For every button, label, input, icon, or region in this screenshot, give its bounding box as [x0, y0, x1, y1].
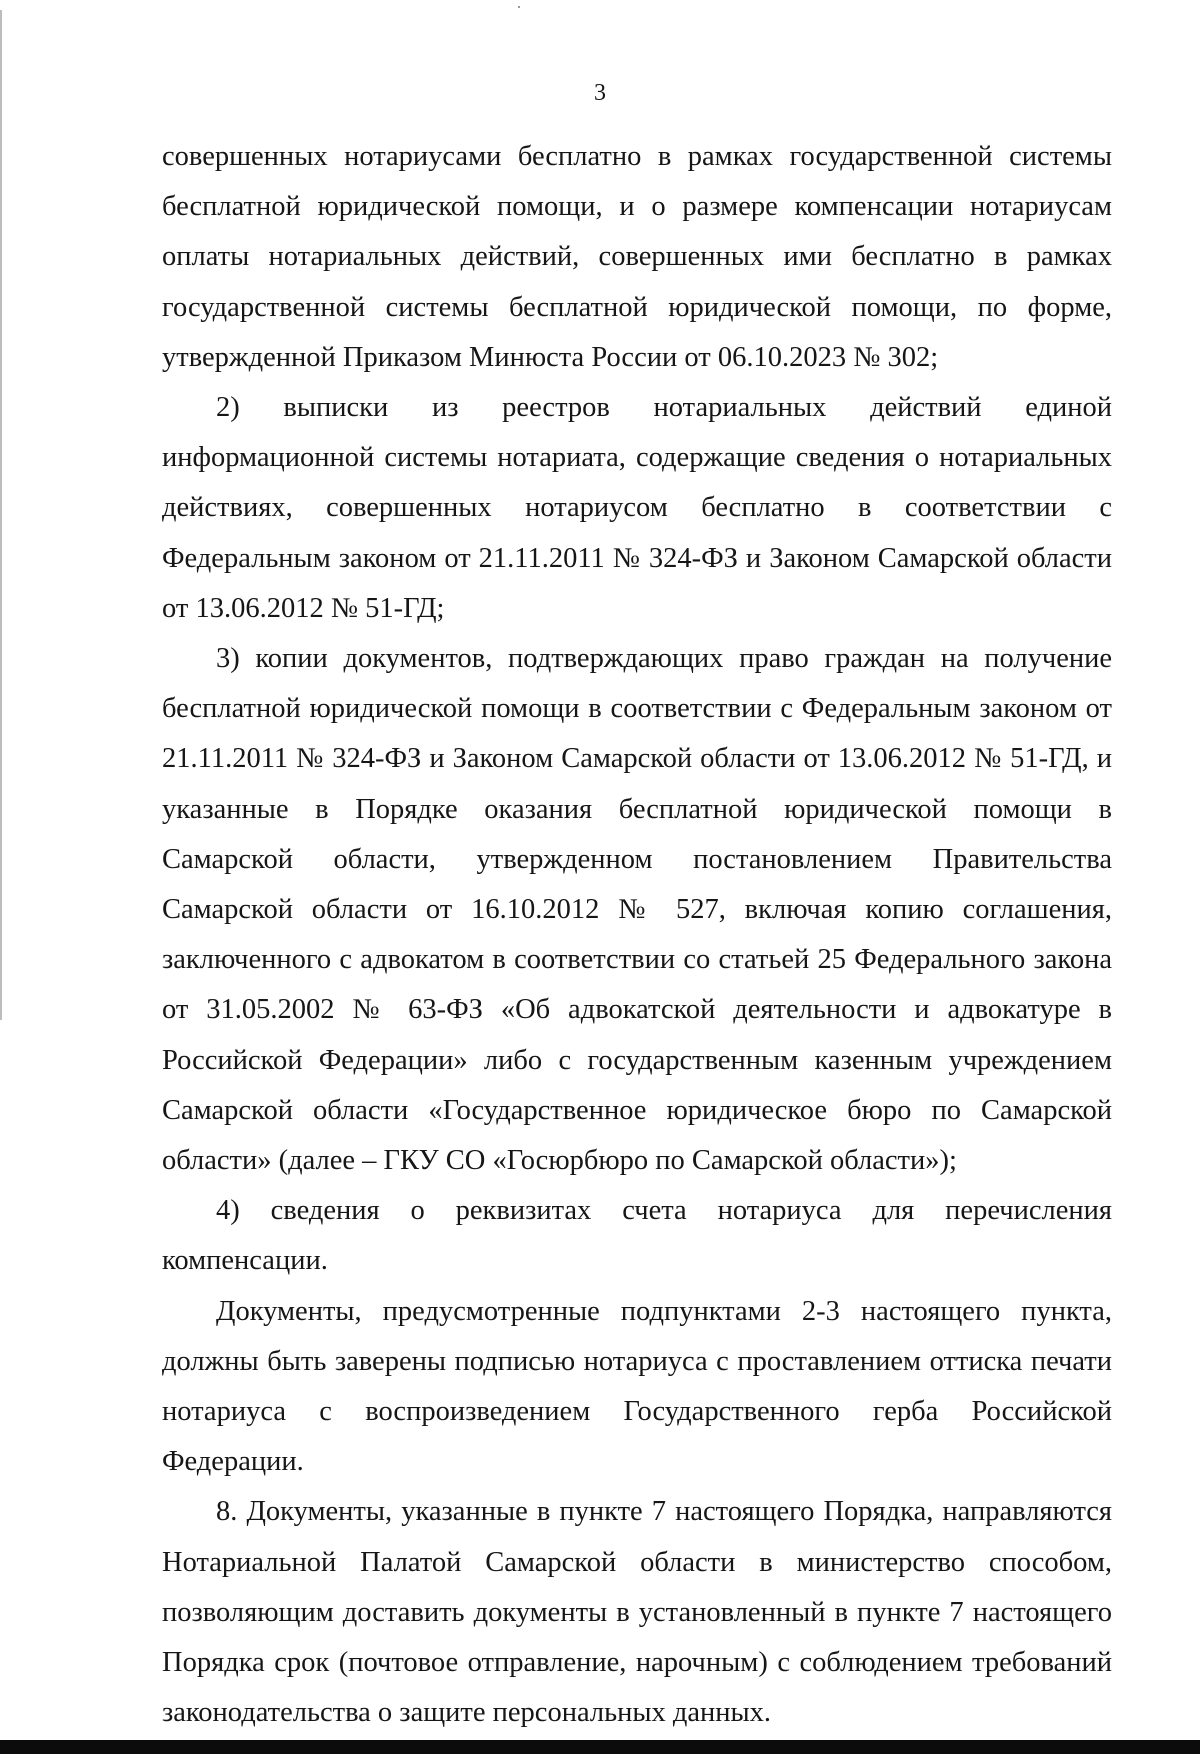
- paragraph-continuation: совершенных нотариусами бесплатно в рамках государственной системы бесплатной юридической помощи, и о размере компенсации нотариусам оплаты нотариальных действий, совершенных ими бесплатно в рамках государственной системы бесплатной юридической помощи, по форме, утвержденной Приказом Минюста России от 06.10.2023 № 302;: [162, 141, 1112, 373]
- scan-left-edge: [0, 10, 2, 1020]
- paragraph-item-3: 3) копии документов, подтверждающих право граждан на получение бесплатной юридической помощи в соответствии с Федеральным законом от 21.11.2011 № 324-ФЗ и Законом Самарской области от 13.06.2012 № 51-ГД, и указанные в Порядке оказания бесплатной юридической помощи в Самарской области, утвержденном постановлением Правительства Самарской области от 16.10.2012 № 527, включая копию соглашения, заключенного с адвокатом в соответствии со статьей 25 Федерального закона от 31.05.2002 № 63-ФЗ «Об адвокатской деятельности и адвокатуре в Российской Федерации» либо с государственным казенным учреждением Самарской области «Государственное юридическое бюро по Самарской области» (далее – ГКУ СО «Госюрбюро по Самарской области»);: [162, 643, 1112, 1177]
- scan-bottom-edge: [0, 1740, 1200, 1754]
- paragraph-item-4: 4) сведения о реквизитах счета нотариуса для перечисления компенсации.: [162, 1195, 1112, 1277]
- page-number: 3: [594, 80, 606, 106]
- document-body: [162, 132, 1112, 1739]
- paragraph-item-2: 2) выписки из реестров нотариальных действий единой информационной системы нотариата, содержащие сведения о нотариальных действиях, совершенных нотариусом бесплатно в соответствии с Федеральным законом от 21.11.2011 № 324-ФЗ и Законом Самарской области от 13.06.2012 № 51-ГД;: [162, 392, 1112, 624]
- paragraph-certification: Документы, предусмотренные подпунктами 2-3 настоящего пункта, должны быть заверены подписью нотариуса с проставлением оттиска печати нотариуса с воспроизведением Государственного герба Российской Федерации.: [162, 1295, 1112, 1478]
- scan-speck: [518, 6, 520, 8]
- paragraph-point-8: 8. Документы, указанные в пункте 7 настоящего Порядка, направляются Нотариальной Палатой Самарской области в министерство способом, позволяющим доставить документы в установленный в пункте 7 настоящего Порядка срок (почтовое отправление, нарочным) с соблюдением требований законодательства о защите персональных данных.: [162, 1496, 1112, 1729]
